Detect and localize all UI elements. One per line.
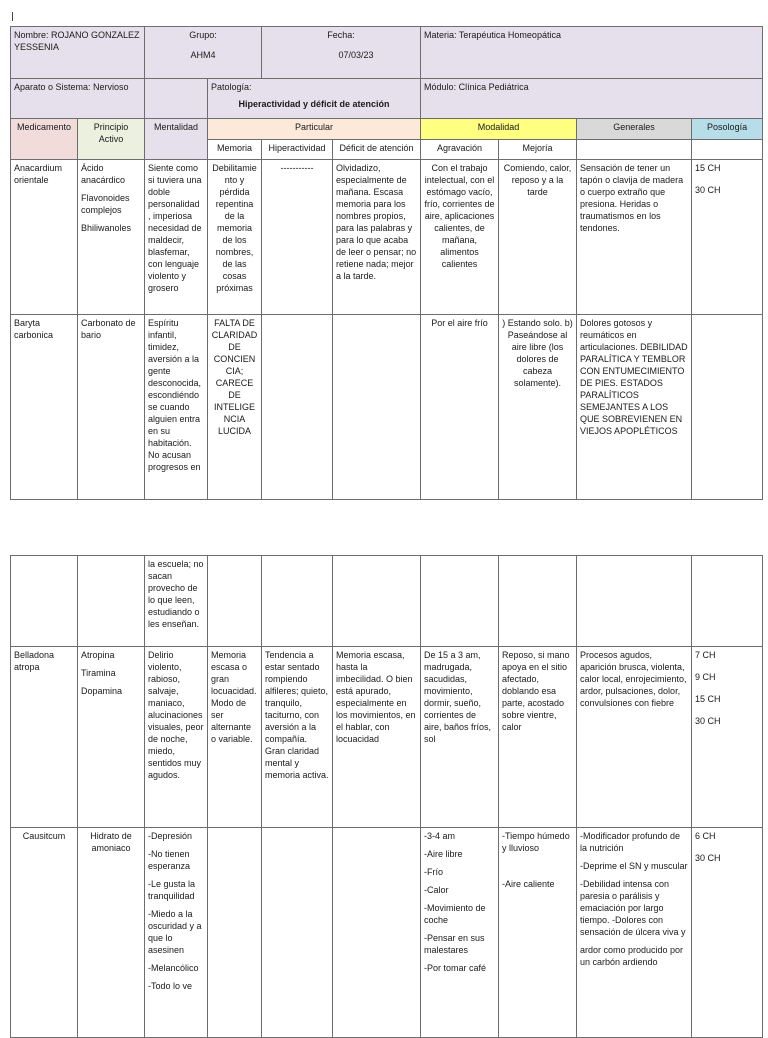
principio-item: Flavonoides complejos xyxy=(81,193,130,215)
mentalidad-item: -Todo lo ve xyxy=(148,981,193,991)
deficit-cell xyxy=(333,828,421,1038)
blank-cell xyxy=(692,140,763,160)
table-row xyxy=(11,160,763,315)
medicamento-cell: Belladona atropa xyxy=(11,647,78,828)
pathology-value: Hiperactividad y déficit de atención xyxy=(238,99,390,109)
posologia-cell xyxy=(692,556,763,647)
col-memoria: Memoria xyxy=(208,140,262,160)
col-modalidad: Modalidad xyxy=(421,119,577,140)
agravacion-item: -Por tomar café xyxy=(424,963,487,973)
mentalidad-item: -Le gusta la tranquilidad xyxy=(148,879,196,901)
table-row xyxy=(11,647,763,828)
agravacion-cell xyxy=(421,828,499,1038)
generales-item: -Debilidad intensa con paresia o parálisis y emaciación por largo tiempo. -Dolores con sensación de úlcera viva y xyxy=(580,879,686,937)
mentalidad-cell xyxy=(145,828,208,1038)
homeopathy-table-page-2 xyxy=(10,555,763,1038)
date-value: 07/03/23 xyxy=(338,50,374,60)
posologia-item: 15 CH xyxy=(695,694,721,704)
agravacion-cell xyxy=(421,556,499,647)
mentalidad-cell: Delirio violento, rabioso, salvaje, maniaco, alucinaciones visuales, peor de noche, miedo, sentidos muy agudos. xyxy=(145,647,208,828)
principio-item: Bhiliwanoles xyxy=(81,223,132,233)
col-hiperactividad: Hiperactividad xyxy=(262,140,333,160)
agravacion-cell: Con el trabajo intelectual, con el estómago vacío, frío, corrientes de aire, aplicaciones calientes, de mañana, alimentos calientes xyxy=(421,160,499,315)
memoria-cell: Debilitamiento y pérdida repentina de la memoria de los nombres, de las cosas próximas xyxy=(208,160,262,315)
deficit-cell xyxy=(333,315,421,500)
deficit-cell xyxy=(333,556,421,647)
group-value: AHM4 xyxy=(190,50,216,60)
module: Módulo: Clínica Pediátrica xyxy=(421,79,763,119)
posologia-item: 15 CH xyxy=(695,163,721,173)
principio-item: Ácido anacárdico xyxy=(81,163,126,185)
hiperactividad-cell xyxy=(262,556,333,647)
text-cursor xyxy=(12,12,13,21)
date-cell xyxy=(262,27,421,79)
homeopathy-table-page-1 xyxy=(10,26,763,500)
agravacion-item: -Calor xyxy=(424,885,449,895)
posologia-cell xyxy=(692,828,763,1038)
date-label: Fecha: xyxy=(327,30,355,40)
table-row xyxy=(11,315,763,500)
principio-cell: Carbonato de bario xyxy=(78,315,145,500)
group-cell xyxy=(145,27,262,79)
col-mejoria: Mejoría xyxy=(499,140,577,160)
mejoria-cell xyxy=(499,556,577,647)
mejoria-cell: Reposo, si mano apoya en el sitio afectado, doblando esa parte, acostado sobre vientre, calor xyxy=(499,647,577,828)
hiperactividad-cell: ----------- xyxy=(262,160,333,315)
generales-cell xyxy=(577,556,692,647)
posologia-item: 30 CH xyxy=(695,716,721,726)
posologia-item: 30 CH xyxy=(695,853,721,863)
generales-item: -Deprime el SN y muscular xyxy=(580,861,688,871)
hiperactividad-cell: Tendencia a estar sentado rompiendo alfileres; quieto, tranquilo, taciturno, con aversión a la compañía. Gran claridad mental y memoria activa. xyxy=(262,647,333,828)
mejoria-cell: Comiendo, calor, reposo y a la tarde xyxy=(499,160,577,315)
deficit-cell: Olvidadizo, especialmente de mañana. Escasa memoria para los nombres propios, para las palabras y para lo que acaba de leer o pensar; no retiene nada; mejor a la tarde. xyxy=(333,160,421,315)
col-deficit-atencion: Déficit de atención xyxy=(333,140,421,160)
col-medicamento: Medicamento xyxy=(11,119,78,160)
principio-cell xyxy=(78,160,145,315)
medicamento-cell xyxy=(11,556,78,647)
posologia-cell xyxy=(692,647,763,828)
mentalidad-item: -No tienen esperanza xyxy=(148,849,191,871)
col-posologia: Posología xyxy=(692,119,763,140)
blank-header-cell xyxy=(145,79,208,119)
posologia-item: 7 CH xyxy=(695,650,716,660)
principio-cell: Hidrato de amoniaco xyxy=(78,828,145,1038)
medicamento-cell: Causitcum xyxy=(11,828,78,1038)
mentalidad-item: -Miedo a la oscuridad y a que lo asesinen xyxy=(148,909,202,955)
medicamento-cell: Baryta carbonica xyxy=(11,315,78,500)
hiperactividad-cell xyxy=(262,315,333,500)
posologia-cell xyxy=(692,160,763,315)
posologia-item: 9 CH xyxy=(695,672,716,682)
agravacion-item: -3-4 am xyxy=(424,831,456,841)
agravacion-item: -Movimiento de coche xyxy=(424,903,486,925)
memoria-cell xyxy=(208,828,262,1038)
medicamento-cell: Anacardium orientale xyxy=(11,160,78,315)
mentalidad-cell: la escuela; no sacan provecho de lo que leen, estudiando o les enseñan. xyxy=(145,556,208,647)
mentalidad-cell: Siente como si tuviera una doble personalidad , imperiosa necesidad de maldecir, blasfemar, con lenguaje violento y grosero xyxy=(145,160,208,315)
student-name: Nombre: ROJANO GONZALEZ YESSENIA xyxy=(11,27,145,79)
agravacion-item: -Aire libre xyxy=(424,849,463,859)
table-row xyxy=(11,556,763,647)
generales-item: ardor como producido por un carbón ardiendo xyxy=(580,945,684,967)
memoria-cell xyxy=(208,556,262,647)
mentalidad-cell: Espíritu infantil, timidez, aversión a la gente desconocida, escondiéndo se cuando alguien entra en su habitación. No acusan progresos en xyxy=(145,315,208,500)
col-mentalidad: Mentalidad xyxy=(145,119,208,160)
generales-cell: Dolores gotosos y reumáticos en articulaciones. DEBILIDAD PARALÍTICA Y TEMBLOR CON ENTUMECIMIENTO DE PIES. ESTADOS PARALÍTICOS SEMEJANTES A LOS QUE SOBREVIENEN EN VIEJOS APOPLÉTICOS xyxy=(577,315,692,500)
col-principio-activo: Principio Activo xyxy=(78,119,145,160)
agravacion-cell: Por el aire frío xyxy=(421,315,499,500)
generales-cell: Sensación de tener un tapón o clavija de madera o cuerpo extraño que presiona. Heridas o traumatismos en los tendones. xyxy=(577,160,692,315)
group-label: Grupo: xyxy=(189,30,217,40)
principio-item: Dopamina xyxy=(81,686,123,696)
agravacion-item: -Pensar en sus malestares xyxy=(424,933,485,955)
agravacion-item: -Frío xyxy=(424,867,443,877)
col-particular: Particular xyxy=(208,119,421,140)
mentalidad-item: -Melancólico xyxy=(148,963,199,973)
agravacion-cell: De 15 a 3 am, madrugada, sacudidas, movimiento, dormir, sueño, corrientes de aire, baños fríos, sol xyxy=(421,647,499,828)
generales-cell xyxy=(577,828,692,1038)
deficit-cell: Memoria escasa, hasta la imbecilidad. O bien está apurado, especialmente en los movimientos, en el hablar, con locuacidad xyxy=(333,647,421,828)
mejoria-cell: ) Estando solo. b) Paseándose al aire libre (los dolores de cabeza solamente). xyxy=(499,315,577,500)
generales-item: -Modificador profundo de la nutrición xyxy=(580,831,681,853)
generales-cell: Procesos agudos, aparición brusca, violenta, calor local, enrojecimiento, ardor, pulsaciones, dolor, convulsiones con fiebre xyxy=(577,647,692,828)
posologia-item: 30 CH xyxy=(695,185,721,195)
posologia-item: 6 CH xyxy=(695,831,716,841)
col-generales: Generales xyxy=(577,119,692,140)
table-row xyxy=(11,828,763,1038)
system: Aparato o Sistema: Nervioso xyxy=(11,79,145,119)
blank-cell xyxy=(577,140,692,160)
posologia-cell xyxy=(692,315,763,500)
mejoria-item: -Tiempo húmedo y lluvioso xyxy=(502,831,570,853)
principio-item: Tiramina xyxy=(81,668,116,678)
pathology-label: Patología: xyxy=(211,82,252,92)
principio-item: Atropina xyxy=(81,650,115,660)
mentalidad-item: -Depresión xyxy=(148,831,193,841)
mejoria-item: -Aire caliente xyxy=(502,879,555,889)
subject: Materia: Terapéutica Homeopática xyxy=(421,27,763,79)
pathology-cell xyxy=(208,79,421,119)
col-agravacion: Agravación xyxy=(421,140,499,160)
mejoria-cell xyxy=(499,828,577,1038)
memoria-cell: FALTA DE CLARIDAD DE CONCIENCIA; CARECE DE INTELIGENCIA LUCIDA xyxy=(208,315,262,500)
principio-cell xyxy=(78,647,145,828)
principio-cell xyxy=(78,556,145,647)
memoria-cell: Memoria escasa o gran locuacidad. Modo de ser alternante o variable. xyxy=(208,647,262,828)
hiperactividad-cell xyxy=(262,828,333,1038)
